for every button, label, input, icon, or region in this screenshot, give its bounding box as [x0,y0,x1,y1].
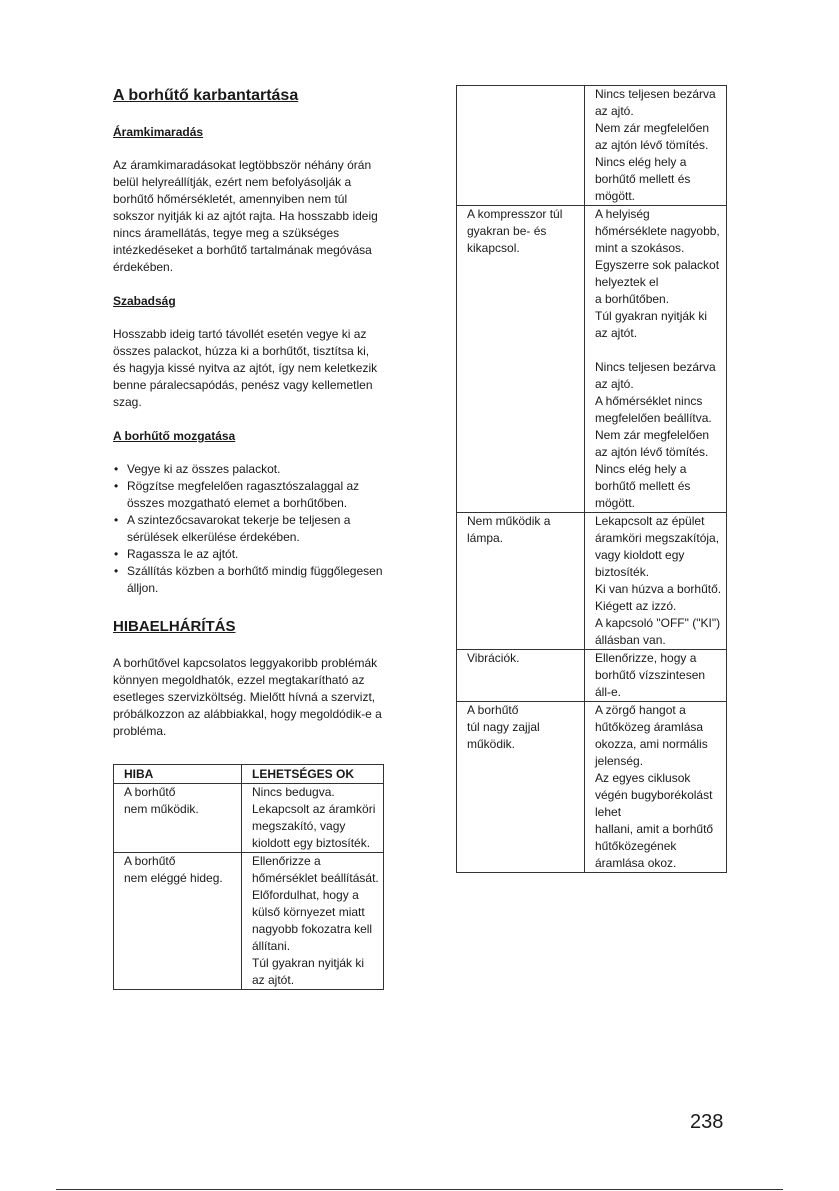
list-item: • Szállítás közben a borhűtő mindig függőlegesen álljon. [113,563,385,597]
power-outage-heading: Áramkimaradás [113,125,204,139]
fault-cell: Nem működik a lámpa. [457,513,585,650]
vacation-text: Hosszabb ideig tartó távollét esetén vegye ki az összes palackot, húzza ki a borhűtőt, tisztítsa ki, és hagyja kissé nyitva az ajtót, így nem keletkezik benne páralecsapódás, penész vagy kellemetlen szag. [113,327,378,409]
cause-cell: Nincs bedugva. Lekapcsolt az áramköri megszakító, vagy kioldott egy biztosíték. [242,784,384,853]
list-item: • Vegye ki az összes palackot. [113,461,385,478]
table-row [457,702,727,873]
list-item: • Ragassza le az ajtót. [113,546,385,563]
table-row [457,513,727,650]
power-outage-text: Az áramkimaradásokat legtöbbször néhány órán belül helyreállítják, ezért nem befolyásolják a borhűtő hőmérsékletét, amennyiben nem túl sokszor nyitják ki az ajtót rajta. Ha hosszabb ideig nincs áramellátás, tegye meg a szükséges intézkedéseket a borhűtő tartalmának megóvása érdekében. [113,158,378,274]
cause-cell: Lekapcsolt az épület áramköri megszakítója, vagy kioldott egy biztosíték. Ki van húzva a borhűtő. Kiégett az izzó. A kapcsoló "OFF" ("KI") állásban van. [585,513,727,650]
maintenance-title: A borhűtő karbantartása [113,87,299,104]
list-item: • Rögzítse megfelelően ragasztószalaggal az összes mozgatható elemet a borhűtőben. [113,478,385,512]
moving-heading: A borhűtő mozgatása [113,429,236,443]
fault-cell: A kompresszor túl gyakran be- és kikapcsol. [457,206,585,513]
fault-cell: A borhűtő nem eléggé hideg. [114,853,242,990]
troubleshooting-table-right [456,85,727,873]
cause-cell: A zörgő hangot a hűtőközeg áramlása okozza, ami normális jelenség. Az egyes ciklusok végén bugyborékolást lehet hallani, amit a borhűtő hűtőközegének áramlása okoz. [585,702,727,873]
fault-cell: A borhűtő túl nagy zajjal működik. [457,702,585,873]
page-number: 238 [690,1111,724,1133]
troubleshooting-title: HIBAELHÁRÍTÁS [113,618,236,635]
fault-cell [457,86,585,206]
cause-cell: A helyiség hőmérséklete nagyobb, mint a szokásos. Egyszerre sok palackot helyeztek el a borhűtőben. Túl gyakran nyitják ki az ajtót. Nincs teljesen bezárva az ajtó. A hőmérséklet nincs megfelelően beállítva. Nem zár megfelelően az ajtón lévő tömítés. Nincs elég hely a borhűtő mellett és mögött. [585,206,727,513]
table-header-row [114,765,384,784]
table-row [457,86,727,206]
list-item: • A szintezőcsavarokat tekerje be teljesen a sérülések elkerülése érdekében. [113,512,385,546]
cause-cell: Ellenőrizze, hogy a borhűtő vízszintesen áll-e. [585,650,727,702]
footer-divider [56,1189,783,1190]
table-row [114,784,384,853]
cause-cell: Ellenőrizze a hőmérséklet beállítását. Előfordulhat, hogy a külső környezet miatt nagyobb fokozatra kell állítani. Túl gyakran nyitják ki az ajtót. [242,853,384,990]
header-fault: HIBA [114,765,242,784]
troubleshooting-intro: A borhűtővel kapcsolatos leggyakoribb problémák könnyen megoldhatók, ezzel megtakarítható az esetleges szervizköltség. Mielőtt hívná a szervizt, próbálkozzon az alábbiakkal, hogy megoldódik-e a probléma. [113,656,382,738]
table-row [457,206,727,513]
header-cause: LEHETSÉGES OK [242,765,384,784]
cause-cell: Nincs teljesen bezárva az ajtó. Nem zár megfelelően az ajtón lévő tömítés. Nincs elég hely a borhűtő mellett és mögött. [585,86,727,206]
table-row [114,853,384,990]
fault-cell: Vibrációk. [457,650,585,702]
left-column [113,86,385,757]
troubleshooting-table-left [113,764,384,990]
fault-cell: A borhűtő nem működik. [114,784,242,853]
moving-bullet-list [113,461,385,597]
vacation-heading: Szabadság [113,294,176,308]
table-row [457,650,727,702]
